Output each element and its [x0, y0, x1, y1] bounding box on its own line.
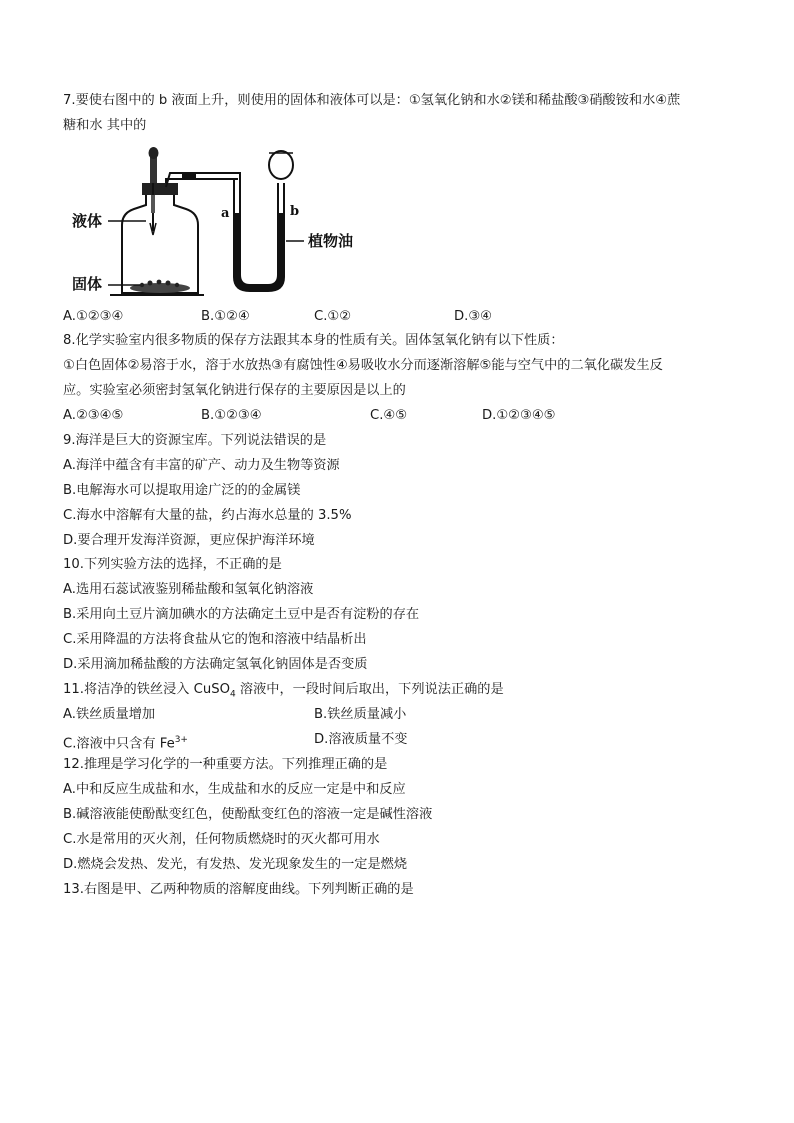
q9-option-c[interactable]: C.海水中溶解有大量的盐，约占海水总量的 3.5%: [63, 508, 352, 523]
q8-option-d[interactable]: D.①②③④⑤: [482, 408, 556, 423]
exit-tube: [166, 179, 238, 183]
q9-stem: 9.海洋是巨大的资源宝库。下列说法错误的是: [63, 433, 327, 448]
q11-stem-post: 溶液中，一段时间后取出，下列说法正确的是: [235, 682, 504, 697]
q10-stem: 10.下列实验方法的选择，不正确的是: [63, 557, 282, 572]
q8-stem-line1: 8.化学实验室内很多物质的保存方法跟其本身的性质有关。固体氢氧化钠有以下性质：: [63, 333, 564, 348]
q7-option-b[interactable]: B.①②④: [201, 309, 250, 324]
tube-joint: [182, 172, 196, 180]
q8-stem-line2: ①白色固体②易溶于水，溶于水放热③有腐蚀性④易吸收水分而逐渐溶解⑤能与空气中的二氧化碳发生反: [63, 358, 663, 373]
label-liquid: 液体: [72, 212, 103, 230]
q11-option-c-text: C.溶液中只含有 Fe: [63, 736, 175, 752]
u-tube-inner: [234, 179, 284, 291]
q12-option-a[interactable]: A.中和反应生成盐和水，生成盐和水的反应一定是中和反应: [63, 782, 406, 797]
q9-option-a[interactable]: A.海洋中蕴含有丰富的矿产、动力及生物等资源: [63, 458, 340, 473]
q11-stem-sub: 4: [229, 689, 236, 700]
q8-option-b[interactable]: B.①②③④: [201, 408, 262, 423]
q8-option-a[interactable]: A.②③④⑤: [63, 408, 124, 423]
stopper: [142, 183, 178, 195]
q11-option-c[interactable]: [63, 731, 188, 753]
q10-option-c[interactable]: C.采用降温的方法将食盐从它的饱和溶液中结晶析出: [63, 632, 367, 647]
q7-stem-line2: 糖和水 其中的: [63, 118, 147, 133]
q12-option-c[interactable]: C.水是常用的灭火剂，任何物质燃烧时的灭火都可用水: [63, 832, 380, 847]
q7-apparatus-figure: [62, 143, 372, 301]
q10-option-b[interactable]: B.采用向土豆片滴加碘水的方法确定土豆中是否有淀粉的存在: [63, 607, 420, 622]
q9-option-d[interactable]: D.要合理开发海洋资源，更应保护海洋环境: [63, 533, 315, 548]
q13-stem: 13.右图是甲、乙两种物质的溶解度曲线。下列判断正确的是: [63, 882, 414, 897]
dropper-top: [149, 147, 159, 159]
bottle: [122, 193, 198, 293]
q11-option-d[interactable]: D.溶液质量不变: [314, 732, 408, 747]
label-a: a: [221, 206, 230, 221]
q12-option-b[interactable]: B.碱溶液能使酚酞变红色，使酚酞变红色的溶液一定是碱性溶液: [63, 807, 433, 822]
q7-option-c[interactable]: C.①②: [314, 309, 352, 324]
q11-stem: [63, 681, 504, 704]
u-tube-bulb: [269, 151, 293, 179]
q12-stem: 12.推理是学习化学的一种重要方法。下列推理正确的是: [63, 757, 388, 772]
label-solid: 固体: [72, 275, 103, 293]
q8-stem-line3: 应。实验室必须密封氢氧化钠进行保存的主要原因是以上的: [63, 383, 406, 398]
q7-option-d[interactable]: D.③④: [454, 309, 492, 324]
q10-option-a[interactable]: A.选用石蕊试液鉴别稀盐酸和氢氧化钠溶液: [63, 582, 314, 597]
q10-option-d[interactable]: D.采用滴加稀盐酸的方法确定氢氧化钠固体是否变质: [63, 657, 368, 672]
q7-option-a[interactable]: A.①②③④: [63, 309, 124, 324]
q11-option-b[interactable]: B.铁丝质量减小: [314, 707, 407, 722]
apparatus-diagram: [62, 143, 372, 301]
label-oil: 植物油: [308, 232, 354, 250]
q9-option-b[interactable]: B.电解海水可以提取用途广泛的的金属镁: [63, 483, 301, 498]
q8-option-c[interactable]: C.④⑤: [370, 408, 408, 423]
q11-stem-pre: 11.将洁净的铁丝浸入 CuSO: [63, 682, 230, 697]
q7-stem-line1: 7.要使右图中的 b 液面上升，则使用的固体和液体可以是：①氢氧化钠和水②镁和稀盐酸③硝酸铵和水④蔗: [63, 93, 681, 108]
q12-option-d[interactable]: D.燃烧会发热、发光，有发热、发光现象发生的一定是燃烧: [63, 857, 408, 872]
label-b: b: [290, 204, 300, 219]
solid-particles: [130, 280, 190, 293]
q11-option-c-sup: 3+: [174, 735, 188, 745]
q11-option-a[interactable]: A.铁丝质量增加: [63, 707, 156, 722]
